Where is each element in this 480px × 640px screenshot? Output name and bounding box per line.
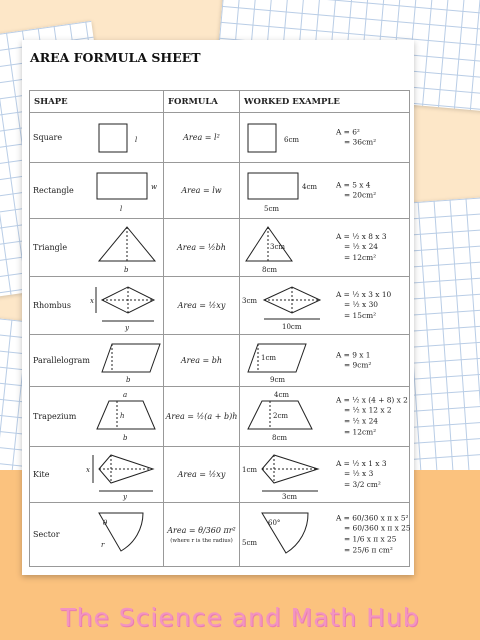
calc-line: = ½ x 24	[344, 416, 378, 426]
dim-label: y	[125, 323, 130, 332]
calc-line: = ½ x 30	[344, 300, 378, 310]
table-row	[30, 387, 410, 447]
calculation	[336, 458, 387, 490]
dim-label: l	[135, 135, 138, 144]
table-row	[30, 277, 410, 335]
example-dim: 5cm	[242, 538, 258, 547]
example-figure	[242, 507, 332, 563]
calc-line: A = ½ x 3 x 10	[336, 289, 392, 299]
example-figure	[242, 118, 312, 158]
calculation	[336, 350, 371, 371]
example-dim: 4cm	[302, 182, 318, 191]
parallelogram-figure	[98, 338, 163, 384]
table-row	[30, 447, 410, 503]
example-dim: 4cm	[274, 390, 290, 399]
calculation	[336, 180, 376, 201]
calc-line: A = 9 x 1	[336, 349, 371, 359]
calc-line: = 15cm²	[344, 310, 377, 320]
calc-line: A = ½ x 8 x 3	[336, 231, 387, 241]
example-figure	[242, 338, 332, 384]
dim-label: y	[123, 492, 127, 501]
calc-line: = 9cm²	[344, 360, 372, 370]
calculation	[336, 127, 376, 148]
example-dim: 8cm	[262, 265, 278, 274]
worked-example	[240, 336, 409, 386]
calc-line: = ½ x 24	[344, 242, 378, 252]
worked-example	[240, 164, 409, 218]
worked-example	[240, 220, 409, 276]
dim-label: h	[120, 411, 125, 420]
rectangle-figure	[93, 167, 163, 215]
example-figure	[242, 449, 332, 501]
calc-line: = 60/360 x π x 25	[344, 523, 411, 533]
example-dim: 10cm	[282, 322, 302, 331]
calc-line: = 1/6 x π x 25	[344, 534, 397, 544]
dim-label: b	[126, 375, 131, 384]
sector-figure	[93, 507, 153, 563]
worked-example	[240, 114, 409, 162]
dim-label: b	[124, 265, 129, 274]
example-dim: 3cm	[270, 242, 286, 251]
header-row	[30, 91, 410, 113]
formula-table	[29, 90, 410, 567]
dim-label: r	[101, 540, 105, 549]
example-figure	[242, 389, 332, 445]
example-dim: 5cm	[264, 204, 280, 213]
kite-figure	[83, 449, 163, 501]
example-dim: 1cm	[242, 465, 258, 474]
rhombus-figure	[88, 279, 163, 333]
formula: Area = ½xy	[164, 447, 240, 503]
dim-label: w	[151, 182, 157, 191]
example-dim: 60°	[268, 518, 281, 527]
example-figure	[242, 279, 332, 333]
worked-example	[240, 448, 409, 502]
header-formula: FORMULA	[164, 91, 240, 113]
calc-line: A = 5 x 4	[336, 179, 371, 189]
calculation	[336, 513, 411, 556]
sheet-title: AREA FORMULA SHEET	[30, 50, 201, 65]
shape-name: Kite	[33, 470, 50, 479]
table-row	[30, 503, 410, 567]
trapezium-figure	[93, 389, 163, 445]
formula: Area = ½(a + b)h	[164, 387, 240, 447]
example-figure	[242, 167, 332, 215]
calc-line: A = ½ x (4 + 8) x 2	[336, 395, 408, 405]
dim-label: l	[120, 204, 123, 213]
table-row	[30, 335, 410, 387]
example-dim: 9cm	[270, 375, 286, 384]
dim-label: x	[86, 465, 90, 474]
dim-label: b	[123, 433, 128, 442]
dim-label: θ	[103, 518, 108, 527]
example-dim: 1cm	[261, 353, 277, 362]
calc-line: = 12cm²	[344, 252, 377, 262]
table-row	[30, 163, 410, 219]
calculation	[336, 395, 408, 438]
dim-label: a	[123, 390, 128, 399]
shape-name: Trapezium	[33, 412, 77, 421]
example-dim: 3cm	[282, 492, 298, 501]
example-dim: 8cm	[272, 433, 288, 442]
table-row	[30, 113, 410, 163]
brand-wordmark: The Science and Math Hub	[60, 603, 420, 632]
dim-label: x	[90, 296, 95, 305]
calc-line: = ½ x 3	[344, 469, 374, 479]
calc-line: = ½ x 12 x 2	[344, 405, 392, 415]
formula: Area = ½xy	[164, 277, 240, 335]
formula: Area = l²	[164, 113, 240, 163]
formula: Area = ½bh	[164, 219, 240, 277]
example-dim: 2cm	[273, 411, 289, 420]
calc-line: A = 6²	[336, 126, 360, 136]
calc-line: = 36cm²	[344, 137, 377, 147]
shape-name: Triangle	[33, 243, 68, 252]
triangle-figure	[93, 221, 163, 275]
formula: Area = θ/360 πr²	[167, 525, 236, 535]
formula-note: (where r is the radius)	[170, 537, 233, 544]
shape-name: Rhombus	[33, 301, 71, 310]
calc-line: = 25/6 π cm²	[344, 545, 393, 555]
calc-line: = 3/2 cm²	[344, 479, 381, 489]
worked-example	[240, 504, 409, 566]
shape-name: Parallelogram	[33, 356, 90, 365]
example-dim: 3cm	[242, 296, 258, 305]
example-dim: 6cm	[284, 135, 300, 144]
worked-example	[240, 388, 409, 446]
calculation	[336, 231, 387, 263]
square-figure	[93, 118, 159, 158]
calc-line: A = 60/360 x π x 5²	[336, 513, 409, 523]
calc-line: A = ½ x 1 x 3	[336, 458, 387, 468]
calculation	[336, 289, 391, 321]
formula: Area = bh	[164, 335, 240, 387]
worked-example	[240, 278, 409, 334]
formula: Area = lw	[164, 163, 240, 219]
shape-name: Rectangle	[33, 186, 74, 195]
example-figure	[242, 221, 332, 275]
table-row	[30, 219, 410, 277]
header-worked-example: WORKED EXAMPLE	[240, 91, 410, 113]
shape-name: Sector	[33, 530, 60, 539]
formula-sheet	[22, 40, 414, 575]
shape-name: Square	[33, 133, 63, 142]
calc-line: = 20cm²	[344, 190, 377, 200]
header-shape: SHAPE	[30, 91, 164, 113]
calc-line: = 12cm²	[344, 427, 377, 437]
